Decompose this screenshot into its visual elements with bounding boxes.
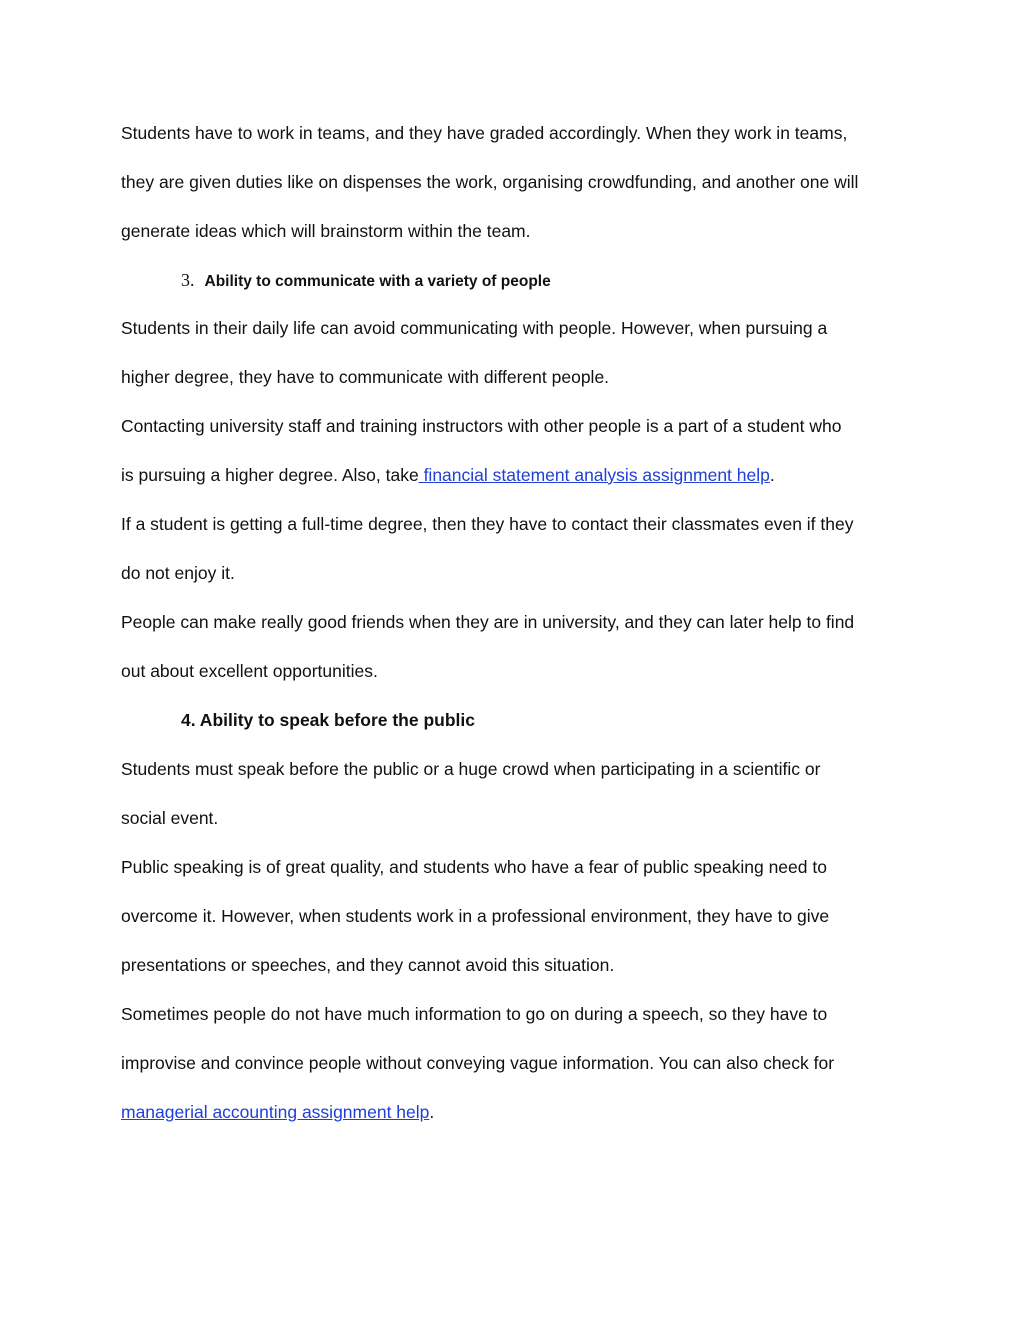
link-prefix-text: is pursuing a higher degree. Also, take: [121, 465, 419, 485]
paragraph-line: overcome it. However, when students work in a professional environment, they have to give: [121, 906, 830, 926]
link-suffix-text: .: [429, 1102, 435, 1122]
paragraph-line: they are given duties like on dispenses the work, organising crowdfunding, and another one will: [121, 172, 859, 192]
paragraph-line: If a student is getting a full-time degree, then they have to contact their classmates even if they: [121, 514, 854, 534]
paragraph-line: out about excellent opportunities.: [121, 661, 378, 681]
paragraph-line: People can make really good friends when they are in university, and they can later help to find: [121, 612, 855, 632]
paragraph-line: Public speaking is of great quality, and students who have a fear of public speaking need to: [121, 857, 827, 877]
heading-text: Ability to communicate with a variety of people: [204, 273, 551, 290]
section-heading-3: [181, 268, 551, 294]
heading-number: 3.: [181, 270, 195, 290]
link-suffix-text: .: [769, 465, 775, 485]
paragraph-line: improvise and convince people without conveying vague information. You can also check for: [121, 1053, 835, 1073]
paragraph-line: social event.: [121, 808, 219, 828]
paragraph-line-with-link: [121, 1100, 434, 1124]
managerial-accounting-link[interactable]: managerial accounting assignment help: [121, 1102, 430, 1122]
paragraph-line: generate ideas which will brainstorm within the team.: [121, 221, 531, 241]
paragraph-line: Students in their daily life can avoid communicating with people. However, when pursuing a: [121, 318, 828, 338]
paragraph-line-with-link: [121, 463, 775, 487]
section-heading-4: 4. Ability to speak before the public: [181, 710, 475, 730]
paragraph-line: Students must speak before the public or a huge crowd when participating in a scientific or: [121, 759, 821, 779]
paragraph-line: Sometimes people do not have much information to go on during a speech, so they have to: [121, 1004, 828, 1024]
paragraph-line: Contacting university staff and training instructors with other people is a part of a student who: [121, 416, 842, 436]
paragraph-line: higher degree, they have to communicate with different people.: [121, 367, 610, 387]
paragraph-line: presentations or speeches, and they cannot avoid this situation.: [121, 955, 615, 975]
financial-statement-analysis-link[interactable]: financial statement analysis assignment help: [418, 465, 770, 485]
paragraph-line: Students have to work in teams, and they have graded accordingly. When they work in teams,: [121, 123, 848, 143]
paragraph-line: do not enjoy it.: [121, 563, 235, 583]
